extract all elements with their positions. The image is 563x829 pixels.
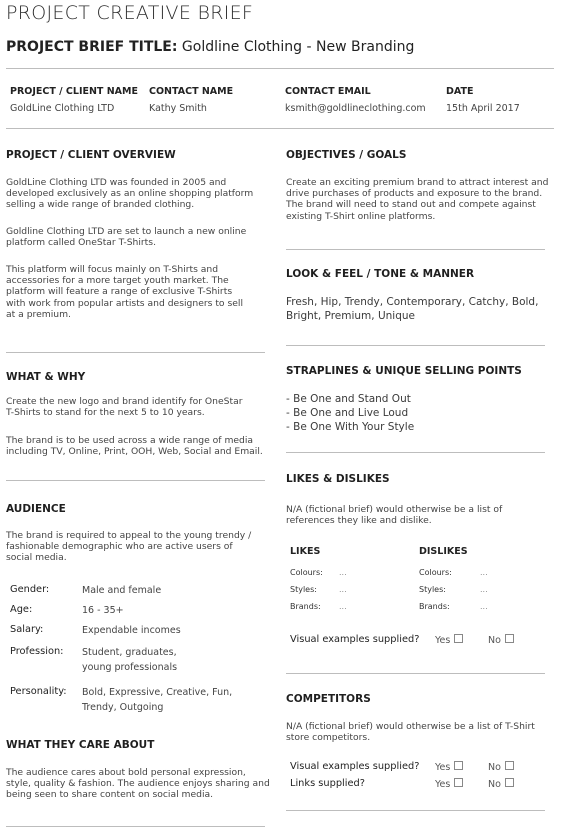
likes-styles-label: Styles: xyxy=(290,585,317,594)
text-line: with work from popular artists and designers to sell xyxy=(6,297,244,309)
text-line: The brand is required to appeal to the young trendy / xyxy=(6,530,252,541)
text-line: platform will feature a range of exclusive T-Shirts xyxy=(6,286,233,298)
competitors-links-no-option[interactable] xyxy=(488,778,514,790)
divider xyxy=(286,345,545,346)
text-line: The brand is to be used across a wide range of media xyxy=(6,435,254,446)
text-line: fashionable demographic who are active users of xyxy=(6,541,233,553)
list-item: - Be One and Live Loud xyxy=(286,407,409,419)
text-line: Create an exciting premium brand to attract interest and xyxy=(286,177,549,188)
likes-visual-no-option[interactable] xyxy=(488,634,514,646)
look-feel-text xyxy=(286,295,558,323)
contact-name-value: Kathy Smith xyxy=(149,103,207,114)
dislikes-colours-label: Colours: xyxy=(419,568,452,577)
text-line: GoldLine Clothing LTD was founded in 2005 and xyxy=(6,177,227,188)
page-title: PROJECT CREATIVE BRIEF xyxy=(6,2,254,24)
text-line: N/A (fictional brief) would otherwise be a list of xyxy=(286,504,503,515)
care-paragraph xyxy=(6,767,281,801)
salary-value: Expendable incomes xyxy=(82,625,181,636)
yes-label: Yes xyxy=(435,779,451,790)
text-line: Goldline Clothing LTD are set to launch a new online xyxy=(6,226,247,237)
salary-label: Salary: xyxy=(10,624,44,635)
date-value: 15th April 2017 xyxy=(446,103,520,114)
divider xyxy=(6,480,265,481)
client-name-label: PROJECT / CLIENT NAME xyxy=(10,86,138,97)
contact-email-label: CONTACT EMAIL xyxy=(285,86,371,97)
audience-intro xyxy=(6,530,276,564)
competitors-heading: COMPETITORS xyxy=(286,693,371,705)
age-value: 16 - 35+ xyxy=(82,605,124,616)
no-checkbox[interactable] xyxy=(505,634,514,643)
yes-checkbox[interactable] xyxy=(454,761,463,770)
text-line: T-Shirts to stand for the next 5 to 10 years. xyxy=(6,407,205,419)
look-feel-heading: LOOK & FEEL / TONE & MANNER xyxy=(286,268,475,280)
text-line: at a premium. xyxy=(6,308,71,320)
competitors-visual-yes-option[interactable] xyxy=(435,761,463,773)
likes-heading: LIKES & DISLIKES xyxy=(286,473,390,485)
divider xyxy=(286,673,545,674)
divider xyxy=(286,452,545,453)
text-line: platform called OneStar T-Shirts. xyxy=(6,237,156,249)
competitors-intro xyxy=(286,721,558,743)
contact-name-label: CONTACT NAME xyxy=(149,86,234,97)
brief-title xyxy=(6,39,414,55)
list-item: - Be One With Your Style xyxy=(286,421,415,433)
text-line: young professionals xyxy=(82,662,178,673)
likes-visual-examples-label: Visual examples supplied? xyxy=(290,634,420,645)
what-why-paragraph-2 xyxy=(6,435,281,457)
personality-value xyxy=(82,685,232,715)
divider xyxy=(286,249,545,250)
objectives-heading: OBJECTIVES / GOALS xyxy=(286,149,407,161)
text-line: social media. xyxy=(6,552,67,564)
profession-label: Profession: xyxy=(10,646,64,657)
what-why-heading: WHAT & WHY xyxy=(6,371,86,383)
text-line: accessories for a more target youth market. The xyxy=(6,275,229,287)
competitors-visual-examples-label: Visual examples supplied? xyxy=(290,761,420,772)
text-line: developed exclusively as an online shopping platform xyxy=(6,188,254,200)
competitors-links-yes-option[interactable] xyxy=(435,778,463,790)
yes-label: Yes xyxy=(435,762,451,773)
text-line: Student, graduates, xyxy=(82,647,177,658)
client-name-value: GoldLine Clothing LTD xyxy=(10,103,115,114)
text-line: selling a wide range of branded clothing. xyxy=(6,199,195,211)
age-label: Age: xyxy=(10,604,33,615)
text-line: references they like and dislike. xyxy=(286,515,432,527)
objectives-paragraph xyxy=(286,177,558,222)
gender-value: Male and female xyxy=(82,585,162,596)
text-line: including TV, Online, Print, OOH, Web, Social and Email. xyxy=(6,446,263,458)
text-line: store competitors. xyxy=(286,732,371,744)
divider xyxy=(6,128,554,129)
straplines-heading: STRAPLINES & UNIQUE SELLING POINTS xyxy=(286,365,522,377)
dislikes-brands-value: ... xyxy=(480,602,488,611)
text-line: Fresh, Hip, Trendy, Contemporary, Catchy, Bold, xyxy=(286,296,539,308)
overview-paragraph-3 xyxy=(6,264,276,320)
competitors-links-label: Links supplied? xyxy=(290,778,365,789)
dislikes-styles-value: ... xyxy=(480,585,488,594)
contact-email-value: ksmith@goldlineclothing.com xyxy=(285,103,426,114)
text-line: Create the new logo and brand identify for OneStar xyxy=(6,396,243,407)
yes-checkbox[interactable] xyxy=(454,634,463,643)
text-line: This platform will focus mainly on T-Shirts and xyxy=(6,264,219,275)
divider xyxy=(6,826,265,827)
brief-title-label: PROJECT BRIEF TITLE: xyxy=(6,39,178,55)
competitors-visual-no-option[interactable] xyxy=(488,761,514,773)
audience-heading: AUDIENCE xyxy=(6,503,66,515)
divider xyxy=(286,810,545,811)
text-line: Trendy, Outgoing xyxy=(82,702,164,713)
text-line: The audience cares about bold personal expression, xyxy=(6,767,246,778)
no-label: No xyxy=(488,635,501,646)
dislikes-colours-value: ... xyxy=(480,568,488,577)
likes-intro xyxy=(286,504,558,526)
likes-colours-label: Colours: xyxy=(290,568,323,577)
likes-colours-value: ... xyxy=(339,568,347,577)
no-label: No xyxy=(488,779,501,790)
likes-brands-label: Brands: xyxy=(290,602,321,611)
date-label: DATE xyxy=(446,86,474,97)
text-line: style, quality & fashion. The audience enjoys sharing and xyxy=(6,778,270,790)
text-line: The brand will need to stand out and compete against xyxy=(286,199,536,211)
likes-styles-value: ... xyxy=(339,585,347,594)
list-item: - Be One and Stand Out xyxy=(286,393,411,405)
likes-title: LIKES xyxy=(290,546,321,557)
yes-label: Yes xyxy=(435,635,451,646)
text-line: being seen to share content on social media. xyxy=(6,789,214,801)
likes-visual-yes-option[interactable] xyxy=(435,634,463,646)
divider xyxy=(6,68,554,69)
brief-title-value: Goldline Clothing - New Branding xyxy=(181,39,415,55)
overview-paragraph-1 xyxy=(6,177,276,211)
straplines-list xyxy=(286,392,558,434)
gender-label: Gender: xyxy=(10,584,50,595)
no-checkbox[interactable] xyxy=(505,761,514,770)
what-why-paragraph-1 xyxy=(6,396,276,418)
profession-value xyxy=(82,645,177,675)
overview-paragraph-2 xyxy=(6,226,276,248)
text-line: Bright, Premium, Unique xyxy=(286,310,415,322)
personality-label: Personality: xyxy=(10,686,67,697)
text-line: N/A (fictional brief) would otherwise be a list of T-Shirt xyxy=(286,721,535,732)
likes-brands-value: ... xyxy=(339,602,347,611)
dislikes-title: DISLIKES xyxy=(419,546,468,557)
dislikes-brands-label: Brands: xyxy=(419,602,450,611)
text-line: drive purchases of products and exposure to the brand. xyxy=(286,188,543,200)
text-line: Bold, Expressive, Creative, Fun, xyxy=(82,687,233,698)
dislikes-styles-label: Styles: xyxy=(419,585,446,594)
no-label: No xyxy=(488,762,501,773)
care-heading: WHAT THEY CARE ABOUT xyxy=(6,739,155,751)
overview-heading: PROJECT / CLIENT OVERVIEW xyxy=(6,149,176,161)
text-line: existing T-Shirt online platforms. xyxy=(286,210,436,222)
yes-checkbox[interactable] xyxy=(454,778,463,787)
no-checkbox[interactable] xyxy=(505,778,514,787)
divider xyxy=(6,352,265,353)
